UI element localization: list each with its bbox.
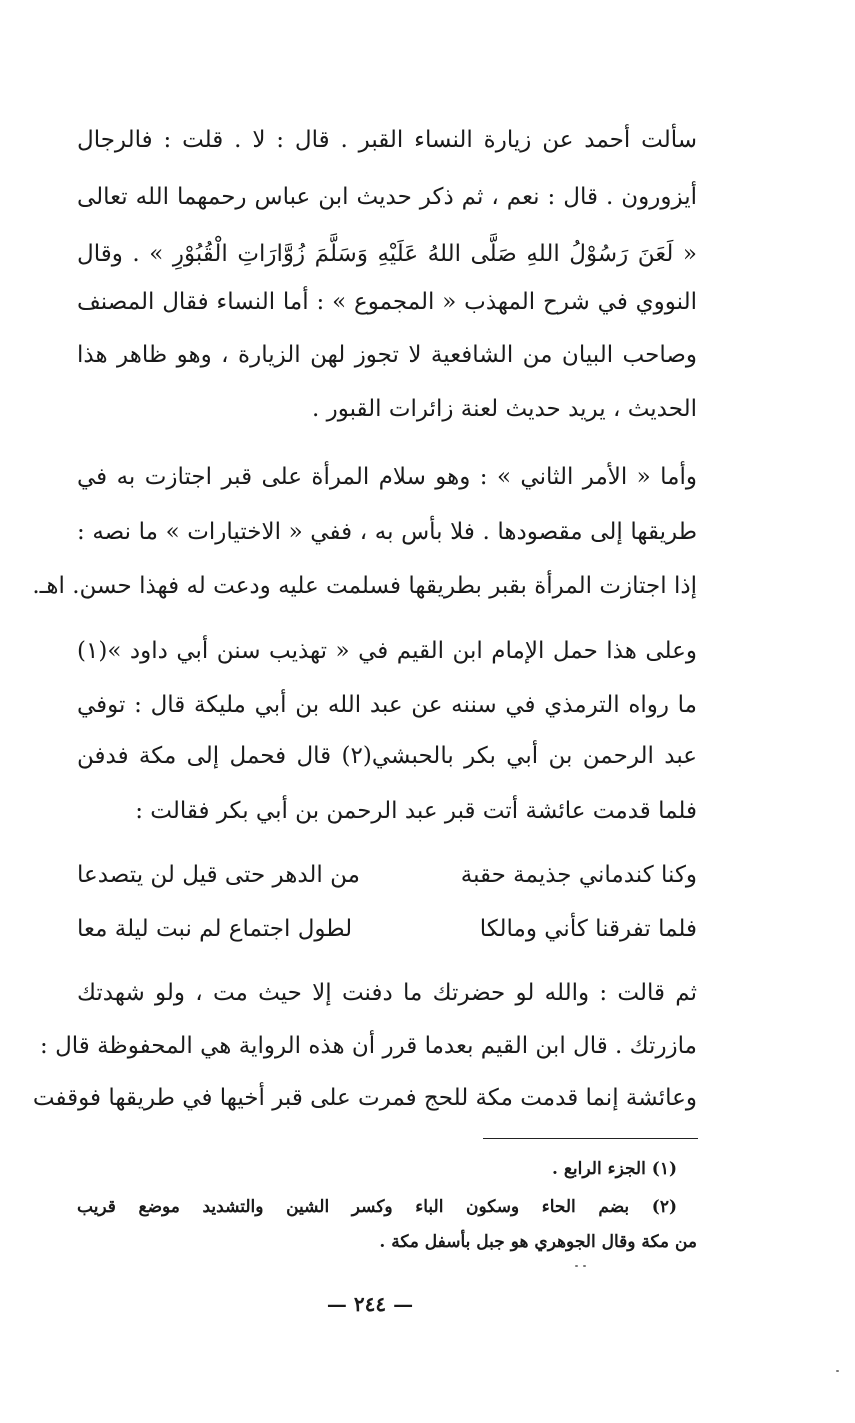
body-line: الحديث ، يريد حديث لعنة زائرات القبور . — [311, 396, 697, 422]
body-line: عبد الرحمن بن أبي بكر بالحبشي(٢) قال فحمل إلى مكة فدفن — [77, 743, 697, 769]
body-line: وعائشة إنما قدمت مكة للحج فمرت على قبر أخيها في طريقها فوقفت — [32, 1085, 697, 1111]
body-line: أيزورون . قال : نعم ، ثم ذكر حديث ابن عباس رحمهما الله تعالى — [77, 184, 697, 210]
scan-speck — [575, 1265, 578, 1267]
footnote-1: (١) الجزء الرابع . — [552, 1159, 677, 1179]
body-line: طريقها إلى مقصودها . فلا بأس به ، ففي « الاختيارات » ما نصه : — [77, 519, 697, 545]
body-line: فلما قدمت عائشة أتت قبر عبد الرحمن بن أبي بكر فقالت : — [135, 798, 697, 824]
verse-second-hemistich: من الدهر حتى قيل لن يتصدعا — [77, 862, 360, 888]
verse-first-hemistich: فلما تفرقنا كأني ومالكا — [479, 916, 697, 942]
body-line: إذا اجتازت المرأة بقبر بطريقها فسلمت عليه ودعت له فهذا حسن. اهـ. — [32, 573, 697, 599]
body-line: مازرتك . قال ابن القيم بعدما قرر أن هذه الرواية هي المحفوظة قال : — [40, 1033, 697, 1059]
body-line: وصاحب البيان من الشافعية لا تجوز لهن الزيارة ، وهو ظاهر هذا — [77, 342, 697, 368]
footnote-2: (٢) بضم الحاء وسكون الباء وكسر الشين والتشديد موضع قريب — [77, 1197, 677, 1217]
footnote-separator — [483, 1138, 698, 1139]
verse-second-hemistich: لطول اجتماع لم نبت ليلة معا — [77, 916, 353, 942]
body-line: وأما « الأمر الثاني » : وهو سلام المرأة على قبر اجتازت به في — [77, 464, 697, 490]
poem-verse — [77, 860, 697, 890]
body-line: ما رواه الترمذي في سننه عن عبد الله بن أبي مليكة قال : توفي — [77, 692, 697, 718]
poem-verse — [77, 914, 697, 944]
body-line: « لَعَنَ رَسُوْلُ اللهِ صَلَّى اللهُ عَلَيْهِ وَسَلَّمَ زُوَّارَاتِ الْقُبُوْرِ » . وقال — [77, 241, 697, 267]
body-line: النووي في شرح المهذب « المجموع » : أما النساء فقال المصنف — [77, 289, 697, 315]
footnote-2-continuation: من مكة وقال الجوهري هو جبل بأسفل مكة . — [379, 1232, 697, 1252]
body-line: سألت أحمد عن زيارة النساء القبر . قال : لا . قلت : فالرجال — [77, 127, 697, 153]
body-line: ثم قالت : والله لو حضرتك ما دفنت إلا حيث مت ، ولو شهدتك — [77, 980, 697, 1006]
body-line: وعلى هذا حمل الإمام ابن القيم في « تهذيب سنن أبي داود »(١) — [77, 638, 697, 664]
scan-speck — [836, 1370, 839, 1372]
scan-speck — [583, 1265, 586, 1267]
page-number: — ٢٤٤ — — [326, 1292, 414, 1316]
verse-first-hemistich: وكنا كندماني جذيمة حقبة — [460, 862, 697, 888]
